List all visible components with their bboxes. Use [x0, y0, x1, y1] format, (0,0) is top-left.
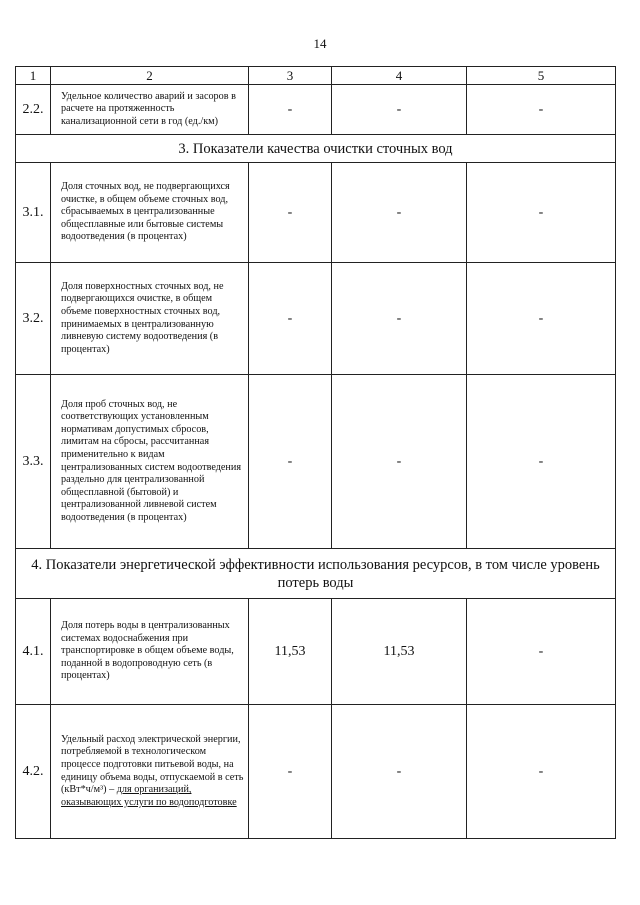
row-description: Доля проб сточных вод, не соответствующих установленным нормативам допустимых сбросов, лимитам на сбросы, рассчитанная применительно к видам централизованных систем водоотведения раздельно для централизованной общесплавной (бытовой) и централизованной ливневой систем водоотведения (в процентах)	[51, 375, 249, 549]
header-cell: 1	[16, 67, 51, 85]
header-cell: 2	[51, 67, 249, 85]
value-cell: -	[249, 375, 332, 549]
row-description: Доля поверхностных сточных вод, не подвергающихся очистке, в общем объеме поверхностных сточных вод, принимаемых в централизованную ливневую систему водоотведения (в процентах)	[51, 263, 249, 375]
row-number: 4.2.	[16, 705, 51, 839]
value-cell: -	[249, 263, 332, 375]
indicators-table	[15, 66, 616, 839]
row-description: Доля потерь воды в централизованных системах водоснабжения при транспортировке в общем объеме воды, поданной в водопроводную сеть (в процентах)	[51, 599, 249, 705]
table-row	[16, 599, 616, 705]
value-cell: -	[332, 375, 467, 549]
page-number: 14	[313, 36, 327, 51]
value-cell: -	[467, 263, 616, 375]
table-row	[16, 85, 616, 135]
section-heading: 4. Показатели энергетической эффективности использования ресурсов, в том числе уровень потерь воды	[16, 549, 616, 599]
row-description: Доля сточных вод, не подвергающихся очистке, в общем объеме сточных вод, сбрасываемых в централизованные общесплавные или бытовые системы водоотведения (в процентах)	[51, 163, 249, 263]
row-description	[51, 705, 249, 839]
value-cell: -	[249, 85, 332, 135]
row-number: 3.1.	[16, 163, 51, 263]
value-cell: -	[332, 85, 467, 135]
row-description-underlined: для организаций, оказывающих услуги по водоподготовке	[61, 784, 237, 808]
table-row	[16, 705, 616, 839]
value-cell: -	[467, 163, 616, 263]
value-cell: -	[332, 163, 467, 263]
header-cell: 4	[332, 67, 467, 85]
value-cell: -	[467, 375, 616, 549]
value-cell: -	[249, 163, 332, 263]
value-cell: -	[332, 705, 467, 839]
header-cell: 5	[467, 67, 616, 85]
value-cell: -	[249, 705, 332, 839]
section-heading: 3. Показатели качества очистки сточных вод	[16, 135, 616, 163]
table-row	[16, 375, 616, 549]
value-cell: 11,53	[249, 599, 332, 705]
row-number: 2.2.	[16, 85, 51, 135]
value-cell: -	[332, 263, 467, 375]
section-heading-row	[16, 549, 616, 599]
value-cell: -	[467, 599, 616, 705]
row-description-text: Удельный расход электрической энергии, потребляемой в технологическом процессе подготовки питьевой воды, на единицу объема воды, отпускаемой в сеть (кВт*ч/м³) –	[61, 733, 244, 796]
table-header-row	[16, 67, 616, 85]
section-heading-row	[16, 135, 616, 163]
header-cell: 3	[249, 67, 332, 85]
value-cell: 11,53	[332, 599, 467, 705]
row-description: Удельное количество аварий и засоров в расчете на протяженность канализационной сети в год (ед./км)	[51, 85, 249, 135]
table-row	[16, 263, 616, 375]
table-row	[16, 163, 616, 263]
row-number: 4.1.	[16, 599, 51, 705]
row-number: 3.3.	[16, 375, 51, 549]
value-cell: -	[467, 85, 616, 135]
value-cell: -	[467, 705, 616, 839]
row-number: 3.2.	[16, 263, 51, 375]
